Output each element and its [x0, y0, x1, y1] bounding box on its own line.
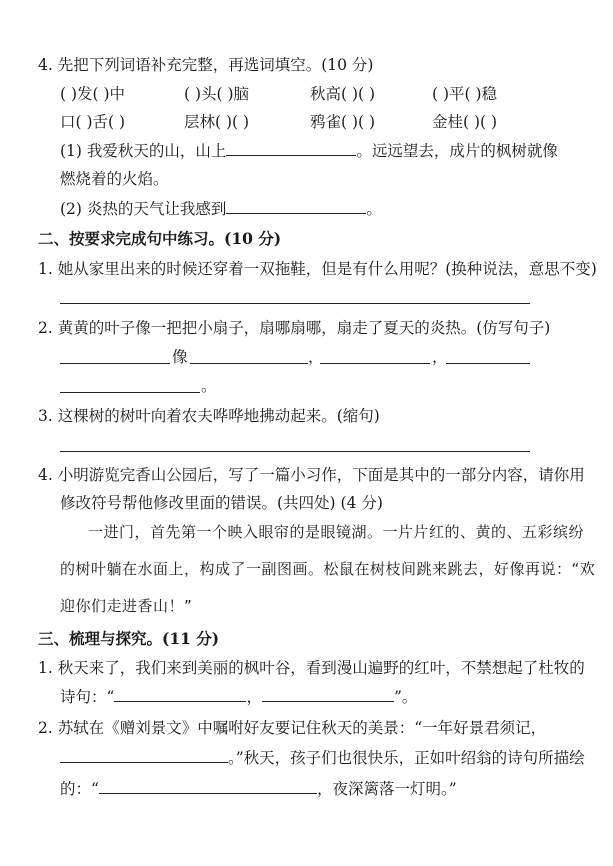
sec2-q2: 2. 黄黄的叶子像一把把小扇子，扇哪扇哪，扇走了夏天的炎热。(仿写句子) — [38, 319, 551, 337]
q4-word-5: 口( )舌( ) — [60, 113, 126, 131]
sec2-q2-xiang: 像 — [172, 348, 188, 366]
sec3-q1-line1: 1. 秋天来了，我们来到美丽的枫叶谷，看到漫山遍野的红叶，不禁想起了杜牧的 — [38, 659, 585, 677]
q4-word-6: 层林( )( ) — [184, 113, 250, 131]
q4-word-2: ( )头( )脑 — [184, 85, 250, 103]
answer-line[interactable] — [60, 363, 170, 364]
q4-sentence-1-cont: 燃烧着的火焰。 — [60, 170, 169, 188]
answer-blank[interactable] — [60, 747, 228, 763]
q4-sentence-1: (1) 我爱秋天的山，山上 。远远望去，成片的枫树就像 — [60, 142, 558, 160]
answer-line[interactable] — [446, 363, 530, 364]
sec3-q2-line1: 2. 苏轼在《赠刘景文》中嘱咐好友要记住秋天的美景：“一年好景君须记， — [38, 719, 547, 737]
passage-line-1: 一进门，首先第一个映入眼帘的是眼镜湖。一片片红的、黄的、五彩缤纷 — [88, 523, 585, 541]
section-2-title: 二、按要求完成句中练习。(10 分) — [38, 229, 282, 248]
sec2-q2-comma: ， — [308, 348, 324, 366]
answer-line[interactable] — [60, 303, 530, 304]
answer-blank[interactable] — [114, 686, 246, 702]
passage-line-3: 迎你们走进香山！” — [60, 597, 193, 615]
sec2-q1: 1. 她从家里出来的时候还穿着一双拖鞋，但是有什么用呢？(换种说法，意思不变) — [38, 260, 597, 278]
answer-line[interactable] — [60, 451, 530, 452]
q4-word-8: 金桂( )( ) — [432, 113, 498, 131]
answer-blank[interactable] — [262, 686, 394, 702]
sec2-q4-line2: 修改符号帮他修改里面的错误。(共四处) (4 分) — [60, 494, 383, 512]
sec2-q3: 3. 这棵树的树叶向着农夫哗哗地拂动起来。(缩句) — [38, 407, 380, 425]
section-3-title: 三、梳理与探究。(11 分) — [38, 629, 220, 648]
q4-word-7: 鸦雀( )( ) — [310, 113, 376, 131]
sec2-q2-end: 。 — [201, 377, 217, 395]
answer-line[interactable] — [60, 392, 200, 393]
passage-line-2: 的树叶躺在水面上，构成了一副图画。松鼠在树枝间跳来跳去，好像再说：“欢 — [60, 560, 596, 578]
q4-title: 4. 先把下列词语补充完整，再选词填空。(10 分) — [38, 56, 374, 74]
sec2-q2-comma-2: ， — [432, 348, 448, 366]
sec3-q1-line2: 诗句：“ ， ”。 — [60, 688, 418, 706]
sec2-q4-line1: 4. 小明游览完香山公园后，写了一篇小习作，下面是其中的一部分内容，请你用 — [38, 466, 585, 484]
q4-word-3: 秋高( )( ) — [310, 85, 376, 103]
sec3-q2-line3: 的：“ ，夜深篱落一灯明。” — [60, 780, 457, 798]
answer-line[interactable] — [320, 363, 430, 364]
answer-line[interactable] — [190, 363, 308, 364]
answer-blank[interactable] — [226, 140, 356, 156]
answer-blank[interactable] — [226, 198, 366, 214]
q4-word-1: ( )发( )中 — [60, 85, 126, 103]
answer-blank[interactable] — [99, 778, 317, 794]
q4-word-4: ( )平( )稳 — [432, 85, 498, 103]
q4-sentence-2: (2) 炎热的天气让我感到 。 — [60, 200, 382, 218]
sec3-q2-line2: 。”秋天，孩子们也很快乐，正如叶绍翁的诗句所描绘 — [60, 747, 585, 769]
